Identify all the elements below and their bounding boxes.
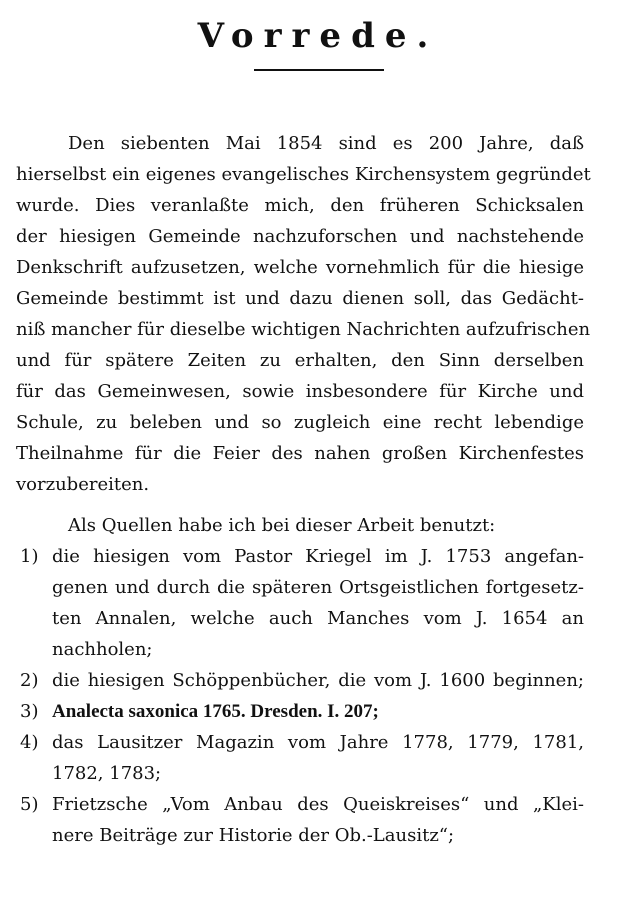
- text-line: Den siebenten Mai 1854 sind es 200 Jahre, daß: [68, 133, 584, 154]
- list-item: [16, 665, 584, 696]
- list-line: die hiesigen vom Pastor Kriegel im J. 1753 angefan-: [52, 546, 584, 567]
- text-line: der hiesigen Gemeinde nachzuforschen und nachstehende: [16, 226, 584, 247]
- text-line: und für spätere Zeiten zu erhalten, den Sinn derselben: [16, 350, 584, 371]
- text-line: für das Gemeinwesen, sowie insbesondere für Kirche und: [16, 381, 584, 402]
- list-line: genen und durch die späteren Ortsgeistlichen fortgesetz-: [52, 577, 584, 598]
- list-item: [16, 541, 584, 665]
- text-line: Theilnahme für die Feier des nahen großen Kirchenfestes: [16, 443, 584, 464]
- sources-list: [16, 541, 584, 851]
- body-text: [16, 128, 591, 851]
- list-item: [16, 789, 584, 851]
- list-line: Analecta saxonica 1765. Dresden. I. 207;: [52, 701, 379, 722]
- list-number: 2): [20, 670, 39, 691]
- text-line: Gemeinde bestimmt ist und dazu dienen soll, das Gedächt-: [16, 288, 584, 309]
- list-line: die hiesigen Schöppenbücher, die vom J. 1600 beginnen;: [52, 670, 584, 691]
- list-line: ten Annalen, welche auch Manches vom J. 1654 an: [52, 608, 584, 629]
- text-line: niß mancher für dieselbe wichtigen Nachrichten aufzufrischen: [16, 319, 591, 340]
- heading-rule: [254, 69, 384, 71]
- list-item: [16, 696, 584, 727]
- list-number: 1): [20, 546, 39, 567]
- text-line: wurde. Dies veranlaßte mich, den früheren Schicksalen: [16, 195, 584, 216]
- list-number: 5): [20, 794, 39, 815]
- text-line: vorzubereiten.: [16, 474, 150, 495]
- text-line: hierselbst ein eigenes evangelisches Kirchensystem gegründet: [16, 164, 591, 185]
- text-line: Schule, zu beleben und so zugleich eine recht lebendige: [16, 412, 584, 433]
- list-line: 1782, 1783;: [52, 763, 162, 784]
- text-line: Denkschrift aufzusetzen, welche vornehmlich für die hiesige: [16, 257, 584, 278]
- list-line: nachholen;: [52, 639, 153, 660]
- list-line: Frietzsche „Vom Anbau des Queiskreises“ und „Klei-: [52, 794, 584, 815]
- list-number: 3): [20, 701, 39, 722]
- list-item: [16, 727, 584, 789]
- page-heading: Vorrede.: [197, 16, 439, 56]
- sources-intro: Als Quellen habe ich bei dieser Arbeit benutzt:: [68, 515, 496, 536]
- intro-paragraph: [16, 128, 591, 500]
- list-line: das Lausitzer Magazin vom Jahre 1778, 1779, 1781,: [52, 732, 584, 753]
- list-line: nere Beiträge zur Historie der Ob.-Lausitz“;: [52, 825, 455, 846]
- list-number: 4): [20, 732, 39, 753]
